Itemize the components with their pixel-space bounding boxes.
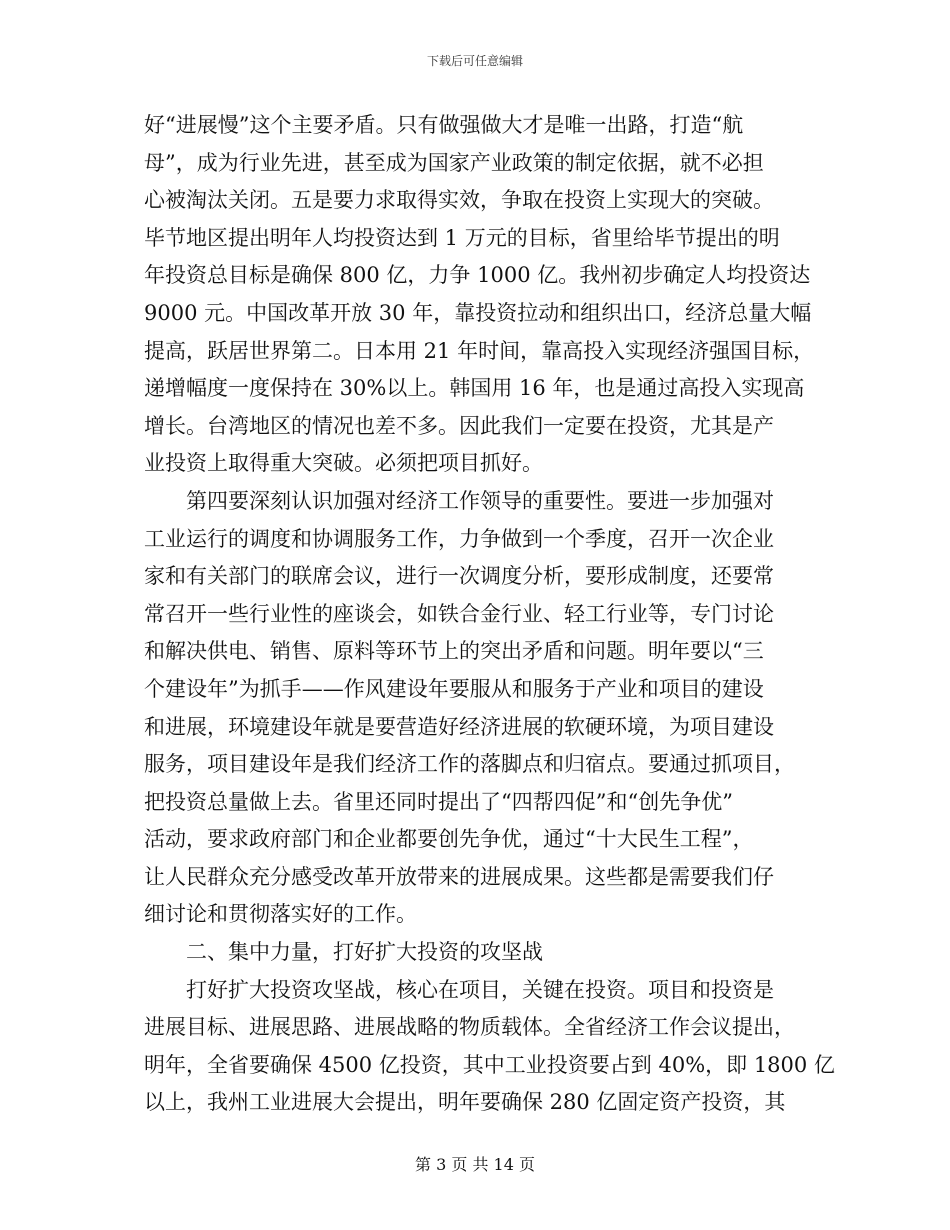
text-line: 提高，跃居世界第二。日本用 21 年时间，靠高投入实现经济强国目标， <box>144 338 815 363</box>
text-line: 常召开一些行业性的座谈会，如铁合金行业、轻工行业等，专门讨论 <box>144 601 774 626</box>
text-line: 第四要深刻认识加强对经济工作领导的重要性。要进一步加强对 <box>186 488 774 513</box>
text-line: 二、集中力量，打好扩大投资的攻坚战 <box>186 940 543 965</box>
text-line: 个建设年”为抓手——作风建设年要服从和服务于产业和项目的建设 <box>144 676 764 701</box>
text-line: 母”，成为行业先进，甚至成为国家产业政策的制定依据，就不必担 <box>144 150 764 175</box>
text-line: 细讨论和贯彻落实好的工作。 <box>144 902 417 927</box>
text-line: 把投资总量做上去。省里还同时提出了“四帮四促”和“创先争优” <box>144 789 733 814</box>
text-line: 工业运行的调度和协调服务工作，力争做到一个季度，召开一次企业 <box>144 526 774 551</box>
text-line: 业投资上取得重大突破。必须把项目抓好。 <box>144 451 543 476</box>
page-number: 第 3 页 共 14 页 <box>415 1155 535 1174</box>
text-line: 服务，项目建设年是我们经济工作的落脚点和归宿点。要通过抓项目， <box>144 752 795 777</box>
text-line: 和解决供电、销售、原料等环节上的突出矛盾和问题。明年要以“三 <box>144 639 764 664</box>
text-line: 和进展，环境建设年就是要营造好经济进展的软硬环境，为项目建设 <box>144 714 774 739</box>
document-body <box>144 107 835 1122</box>
text-line: 递增幅度一度保持在 30%以上。韩国用 16 年，也是通过高投入实现高 <box>144 376 805 401</box>
text-line: 活动，要求政府部门和企业都要创先争优，通过“十大民生工程”， <box>144 827 754 852</box>
page-header-note: 下载后可任意编辑 <box>426 54 523 68</box>
text-line: 9000 元。中国改革开放 30 年，靠投资拉动和组织出口，经济总量大幅 <box>144 300 812 325</box>
text-line: 家和有关部门的联席会议，进行一次调度分析，要形成制度，还要常 <box>144 564 774 589</box>
text-line: 增长。台湾地区的情况也差不多。因此我们一定要在投资，尤其是产 <box>144 413 774 438</box>
text-line: 以上，我州工业进展大会提出，明年要确保 280 亿固定资产投资，其 <box>144 1090 786 1115</box>
text-line: 好“进展慢”这个主要矛盾。只有做强做大才是唯一出路，打造“航 <box>144 113 744 137</box>
text-line: 毕节地区提出明年人均投资达到 1 万元的目标，省里给毕节提出的明 <box>144 225 780 250</box>
text-line: 打好扩大投资攻坚战，核心在项目，关键在投资。项目和投资是 <box>186 977 774 1002</box>
text-line: 年投资总目标是确保 800 亿，力争 1000 亿。我州初步确定人均投资达 <box>144 263 811 288</box>
text-line: 心被淘汰关闭。五是要力求取得实效，争取在投资上实现大的突破。 <box>144 188 774 213</box>
text-line: 进展目标、进展思路、进展战略的物质载体。全省经济工作会议提出， <box>144 1015 795 1040</box>
text-line: 让人民群众充分感受改革开放带来的进展成果。这些都是需要我们仔 <box>144 864 774 889</box>
text-line: 明年，全省要确保 4500 亿投资，其中工业投资要占到 40%，即 1800 亿 <box>144 1052 835 1077</box>
